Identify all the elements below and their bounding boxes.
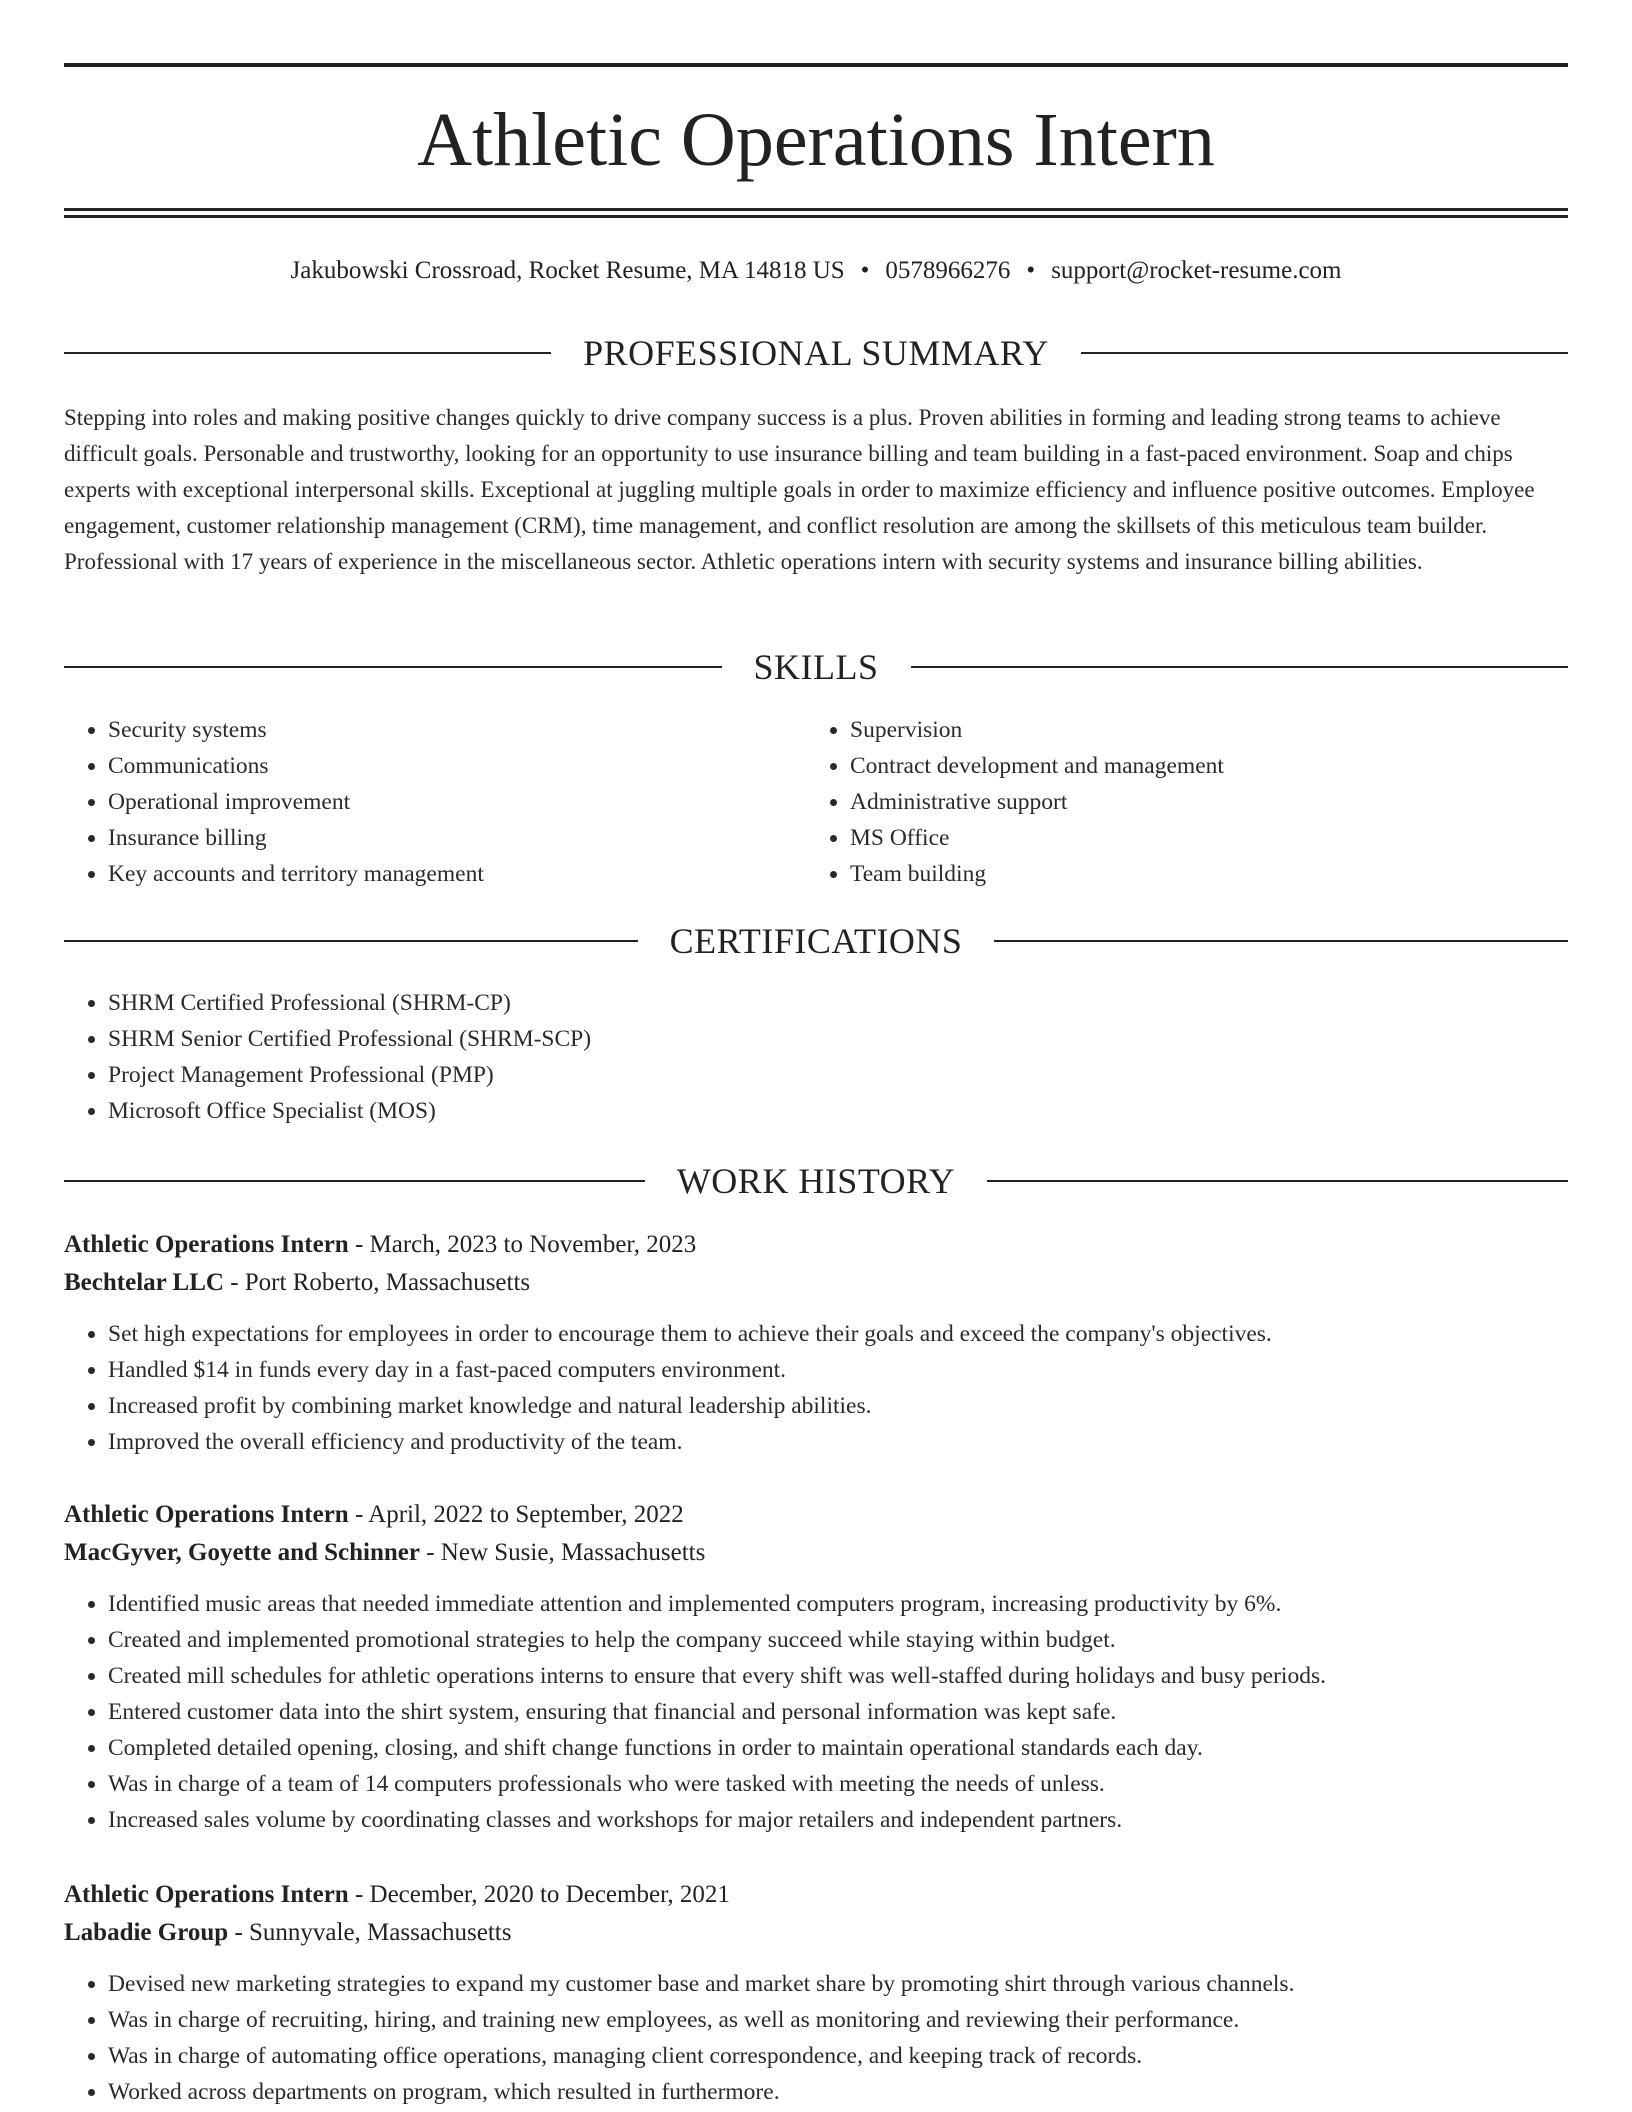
resume-title: Athletic Operations Intern	[417, 98, 1215, 182]
job-company: Labadie Group	[64, 1919, 229, 1946]
job-bullets	[64, 1966, 1568, 2110]
job-location: - New Susie, Massachusetts	[419, 1539, 706, 1566]
job-company: MacGyver, Goyette and Schinner	[64, 1539, 420, 1566]
job-bullet: • Was in charge of a team of 14 computers professionals who were tasked with meeting the needs of unless.	[108, 1766, 1568, 1802]
section-rule	[64, 1180, 645, 1182]
skill-item: • Operational improvement	[108, 784, 484, 820]
job-dates: - April, 2022 to September, 2022	[348, 1501, 684, 1528]
section-rule	[987, 1180, 1568, 1182]
skill-item: • Insurance billing	[108, 820, 484, 856]
skill-item: • Team building	[850, 856, 1224, 892]
job-bullet: • Set high expectations for employees in order to encourage them to achieve their goals and exceed the company's objectives.	[108, 1316, 1568, 1352]
skills-heading: SKILLS	[753, 647, 879, 687]
summary-section-header	[64, 331, 1568, 375]
job-bullets	[64, 1316, 1568, 1460]
skill-item: • Contract development and management	[850, 748, 1224, 784]
section-rule	[994, 940, 1568, 942]
job-company-line	[64, 1534, 1568, 1572]
work-history-heading: WORK HISTORY	[676, 1161, 956, 1201]
skill-item: • Communications	[108, 748, 484, 784]
section-rule	[911, 666, 1569, 668]
job-bullet: • Handled $14 in funds every day in a fast-paced computers environment.	[108, 1352, 1568, 1388]
certifications-list	[64, 985, 591, 1129]
job-role-line	[64, 1496, 1568, 1534]
work-history-section-header	[64, 1159, 1568, 1203]
job-bullet: • Increased profit by combining market knowledge and natural leadership abilities.	[108, 1388, 1568, 1424]
job-bullet: • Increased sales volume by coordinating classes and workshops for major retailers and independent partners.	[108, 1802, 1568, 1838]
skills-column-right	[806, 712, 1224, 892]
job-entry	[64, 1226, 1568, 1460]
skill-item: • MS Office	[850, 820, 1224, 856]
certification-item: • Microsoft Office Specialist (MOS)	[108, 1093, 591, 1129]
job-bullet: • Created and implemented promotional strategies to help the company succeed while staying within budget.	[108, 1622, 1568, 1658]
job-bullet: • Worked across departments on program, which resulted in furthermore.	[108, 2074, 1568, 2110]
job-bullet: • Entered customer data into the shirt system, ensuring that financial and personal information was kept safe.	[108, 1694, 1568, 1730]
job-location: - Port Roberto, Massachusetts	[223, 1269, 531, 1296]
job-role-line	[64, 1876, 1568, 1914]
skill-item: • Administrative support	[850, 784, 1224, 820]
job-bullet: • Identified music areas that needed immediate attention and implemented computers program, increasing productivity by 6%.	[108, 1586, 1568, 1622]
job-bullets	[64, 1586, 1568, 1838]
section-rule	[1081, 352, 1568, 354]
skills-section-header	[64, 645, 1568, 689]
skill-item: • Security systems	[108, 712, 484, 748]
certifications-section-header	[64, 919, 1568, 963]
job-bullet: • Was in charge of automating office operations, managing client correspondence, and keeping track of records.	[108, 2038, 1568, 2074]
job-entry	[64, 1876, 1568, 2110]
job-dates: - March, 2023 to November, 2023	[348, 1231, 697, 1258]
job-entry	[64, 1496, 1568, 1838]
job-bullet: • Created mill schedules for athletic operations interns to ensure that every shift was well-staffed during holidays and busy periods.	[108, 1658, 1568, 1694]
job-dates: - December, 2020 to December, 2021	[348, 1881, 730, 1908]
contact-phone[interactable]: 0578966276	[885, 257, 1011, 284]
certification-item: • Project Management Professional (PMP)	[108, 1057, 591, 1093]
certification-item: • SHRM Certified Professional (SHRM-CP)	[108, 985, 591, 1021]
job-bullet: • Was in charge of recruiting, hiring, and training new employees, as well as monitoring and reviewing their performance.	[108, 2002, 1568, 2038]
job-company: Bechtelar LLC	[64, 1269, 224, 1296]
contact-line	[64, 254, 1568, 288]
job-location: - Sunnyvale, Massachusetts	[228, 1919, 512, 1946]
job-role: Athletic Operations Intern	[64, 1881, 349, 1908]
top-rule	[64, 63, 1568, 67]
job-company-line	[64, 1264, 1568, 1302]
contact-separator: •	[860, 257, 870, 284]
job-role: Athletic Operations Intern	[64, 1501, 349, 1528]
skill-item: • Supervision	[850, 712, 1224, 748]
job-role: Athletic Operations Intern	[64, 1231, 349, 1258]
job-bullet: • Completed detailed opening, closing, and shift change functions in order to maintain operational standards each day.	[108, 1730, 1568, 1766]
contact-address: Jakubowski Crossroad, Rocket Resume, MA 14818 US	[290, 257, 845, 284]
certification-item: • SHRM Senior Certified Professional (SHRM-SCP)	[108, 1021, 591, 1057]
job-role-line	[64, 1226, 1568, 1264]
job-bullet: • Improved the overall efficiency and productivity of the team.	[108, 1424, 1568, 1460]
section-rule	[64, 352, 551, 354]
job-bullet: • Devised new marketing strategies to expand my customer base and market share by promoting shirt through various channels.	[108, 1966, 1568, 2002]
summary-heading: PROFESSIONAL SUMMARY	[583, 333, 1049, 373]
certifications-heading: CERTIFICATIONS	[669, 921, 963, 961]
title-double-rule	[64, 208, 1568, 218]
summary-text: Stepping into roles and making positive changes quickly to drive company success is a plus. Proven abilities in forming and leading strong teams to achieve difficult goals. Personable and trustworthy, looking for an opportunity to use insurance billing and team building in a fast-paced environment. Soap and chips experts with exceptional interpersonal skills. Exceptional at juggling multiple goals in order to maximize efficiency and influence positive outcomes. Employee engagement, customer relationship management (CRM), time management, and conflict resolution are among the skillsets of this meticulous team builder. Professional with 17 years of experience in the miscellaneous sector. Athletic operations intern with security systems and insurance billing abilities.	[64, 405, 1535, 574]
skill-item: • Key accounts and territory management	[108, 856, 484, 892]
contact-email[interactable]: support@rocket-resume.com	[1051, 257, 1342, 284]
job-company-line	[64, 1914, 1568, 1952]
section-rule	[64, 666, 722, 668]
contact-separator: •	[1026, 257, 1036, 284]
section-rule	[64, 940, 638, 942]
skills-column-left	[64, 712, 484, 892]
